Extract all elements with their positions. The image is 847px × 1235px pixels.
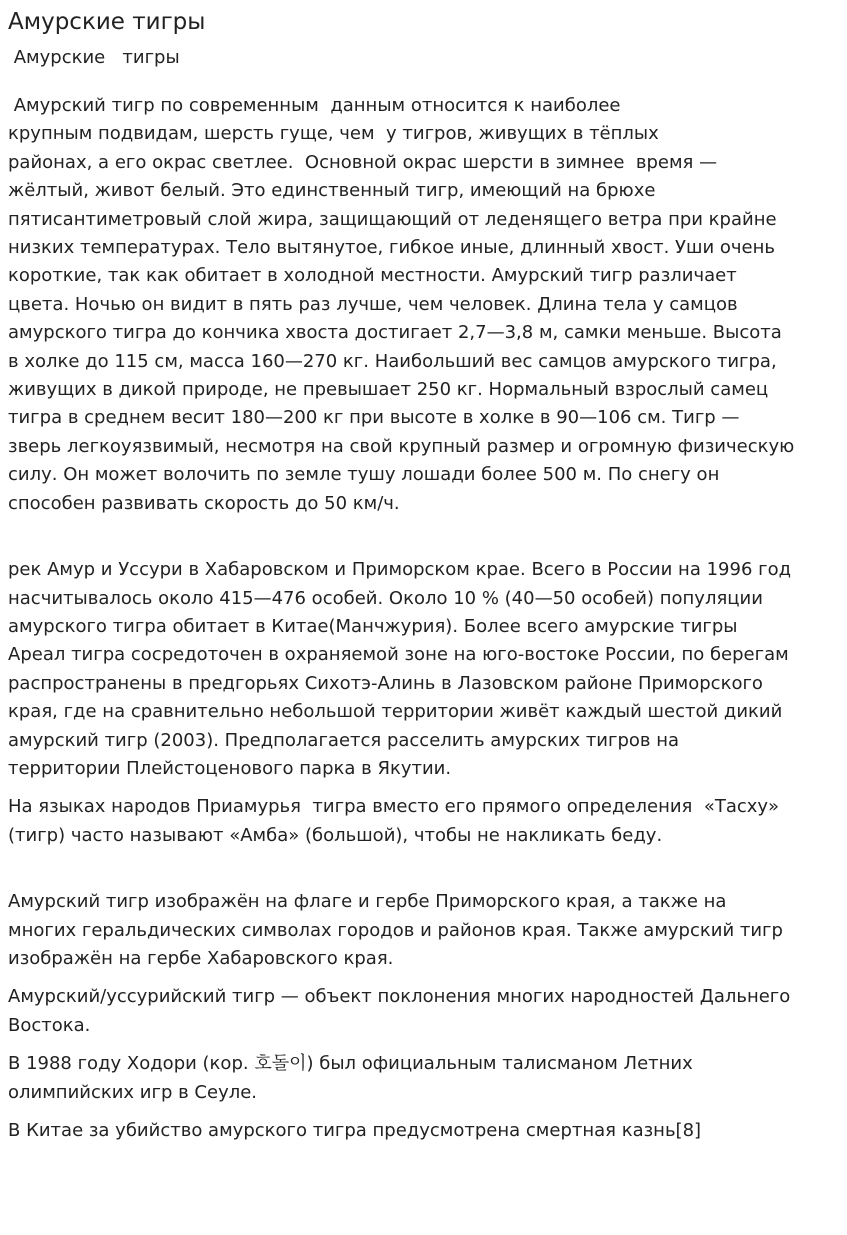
paragraph-olympics [8,1050,844,1107]
article [8,0,844,1145]
text-line: Амурский/уссурийский тигр — объект поклонения многих народностей Дальнего [8,986,791,1008]
paragraph-description [8,92,844,518]
text-line: способен развивать скорость до 50 км/ч. [8,492,400,514]
text-line: распространены в предгорьях Сихотэ-Алинь в Лазовском районе Приморского [8,672,763,694]
paragraph-heraldry [8,888,844,973]
paragraph-worship [8,983,844,1040]
text-line: Амурский тигр по современным данным относится к наиболее [8,95,621,116]
text-line: цвета. Ночью он видит в пять раз лучше, чем человек. Длина тела у самцов [8,293,738,315]
text-line: жёлтый, живот белый. Это единственный тигр, имеющий на брюхе [8,180,656,202]
text-line: В 1988 году Ходори (кор. 호돌이) был официальным талисманом Летних [8,1053,693,1075]
paragraph-china-law [8,1117,844,1145]
text-line: короткие, так как обитает в холодной местности. Амурский тигр различает [8,265,737,287]
text-line: живущих в дикой природе, не превышает 250 кг. Нормальный взрослый самец [8,379,769,401]
paragraph-habitat [8,556,844,783]
text-line: Востока. [8,1014,91,1036]
article-subtitle: Амурские тигры [8,47,180,68]
text-line: рек Амур и Уссури в Хабаровском и Приморском крае. Всего в России на 1996 год [8,559,792,581]
text-line: зверь легкоуязвимый, несмотря на свой крупный размер и огромную физическую [8,435,795,457]
text-line: амурский тигр (2003). Предполагается расселить амурских тигров на [8,729,680,751]
text-line: (тигр) часто называют «Амба» (большой), чтобы не накликать беду. [8,824,663,846]
text-line: В Китае за убийство амурского тигра предусмотрена смертная казнь[8] [8,1120,702,1141]
text-line: территории Плейстоценового парка в Якутии. [8,757,452,779]
text-line: многих геральдических символах городов и районов края. Также амурский тигр [8,919,783,941]
text-line: крупным подвидам, шерсть гуще, чем у тигров, живущих в тёплых [8,123,659,145]
text-line: пятисантиметровый слой жира, защищающий от леденящего ветра при крайне [8,208,777,230]
text-line: в холке до 115 см, масса 160—270 кг. Наибольший вес самцов амурского тигра, [8,350,777,372]
text-line: амурского тигра обитает в Китае(Манчжурия). Более всего амурские тигры [8,615,738,637]
text-line: силу. Он может волочить по земле тушу лошади более 500 м. По снегу он [8,464,720,486]
text-line: олимпийских игр в Сеуле. [8,1081,258,1103]
paragraph-names [8,793,844,850]
text-line: насчитывалось около 415—476 особей. Около 10 % (40—50 особей) популяции [8,587,763,609]
text-line: края, где на сравнительно небольшой территории живёт каждый шестой дикий [8,701,783,723]
text-line: изображён на гербе Хабаровского края. [8,947,394,969]
text-line: Амурский тигр изображён на флаге и гербе Приморского края, а также на [8,891,727,913]
page-title: Амурские тигры [8,9,206,35]
text-line: районах, а его окрас светлее. Основной окрас шерсти в зимнее время — [8,151,718,173]
text-line: тигра в среднем весит 180—200 кг при высоте в холке в 90—106 см. Тигр — [8,407,740,429]
text-line: Ареал тигра сосредоточен в охраняемой зоне на юго-востоке России, по берегам [8,644,789,666]
text-line: амурского тигра до кончика хвоста достигает 2,7—3,8 м, самки меньше. Высота [8,322,782,344]
text-line: На языках народов Приамурья тигра вместо его прямого определения «Тасху» [8,796,780,818]
text-line: низких температурах. Тело вытянутое, гибкое иные, длинный хвост. Уши очень [8,237,775,259]
